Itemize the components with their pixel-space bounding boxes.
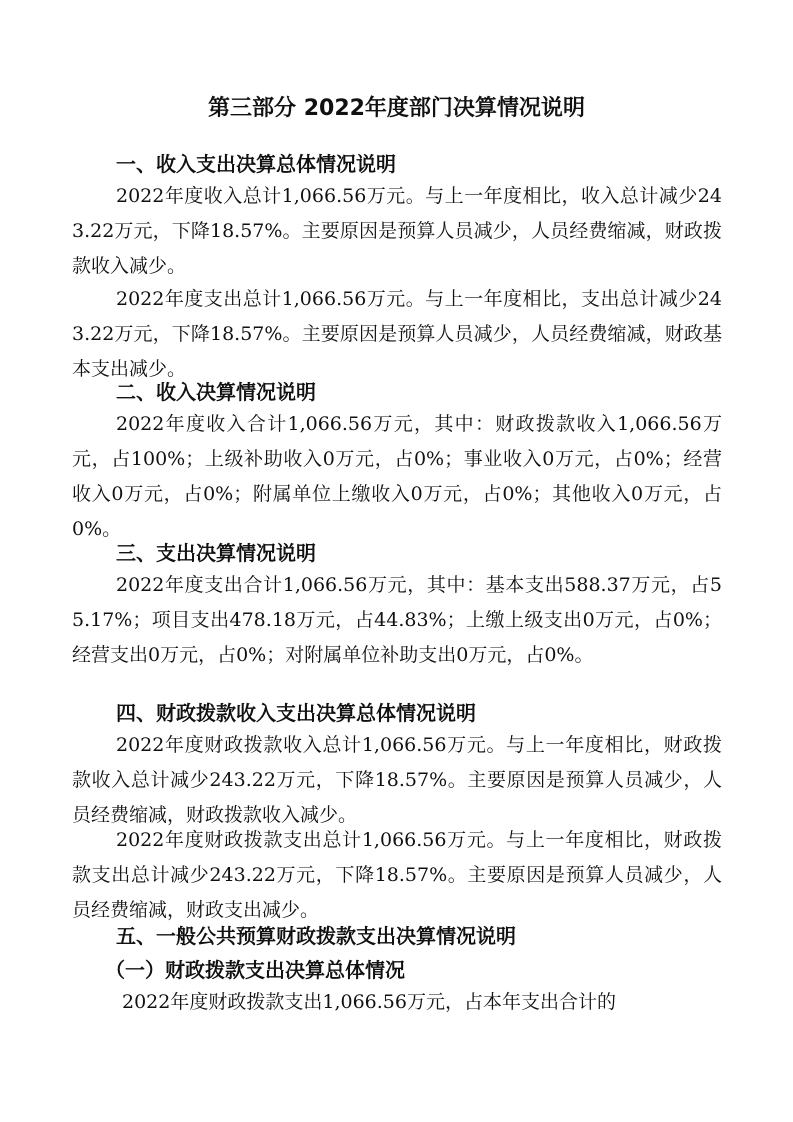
section-heading-2: 二、收入决算情况说明 — [116, 380, 316, 404]
paragraph-fiscal-expense-overview: 2022年度财政拨款支出1,066.56万元，占本年支出合计的 — [122, 991, 616, 1013]
section-heading-5: 五、一般公共预算财政拨款支出决算情况说明 — [116, 924, 516, 948]
paragraph-expense-detail: 2022年度支出合计1,066.56万元，其中：基本支出588.37万元，占55.17%；项目支出478.18万元，占44.83%；上缴上级支出0万元，占0%；经营支出0万元，占0%；对附属单位补助支出0万元，占0%。 — [72, 574, 722, 666]
paragraph-fiscal-expense: 2022年度财政拨款支出总计1,066.56万元。与上一年度相比，财政拨款支出总计减少243.22万元，下降18.57%。主要原因是预算人员减少，人员经费缩减，财政支出减少。 — [72, 829, 722, 921]
paragraph-fiscal-income: 2022年度财政拨款收入总计1,066.56万元。与上一年度相比，财政拨款收入总计减少243.22万元，下降18.57%。主要原因是预算人员减少，人员经费缩减，财政拨款收入减少。 — [72, 734, 722, 826]
section-heading-1: 一、收入支出决算总体情况说明 — [116, 152, 396, 176]
page-title: 第三部分 2022年度部门决算情况说明 — [208, 96, 585, 121]
section-heading-3: 三、支出决算情况说明 — [116, 541, 316, 565]
paragraph-income-total: 2022年度收入总计1,066.56万元。与上一年度相比，收入总计减少243.22万元，下降18.57%。主要原因是预算人员减少，人员经费缩减，财政拨款收入减少。 — [72, 185, 722, 277]
section-heading-4: 四、财政拨款收入支出决算总体情况说明 — [116, 701, 476, 725]
paragraph-expense-total: 2022年度支出总计1,066.56万元。与上一年度相比，支出总计减少243.22万元，下降18.57%。主要原因是预算人员减少，人员经费缩减，财政基本支出减少。 — [72, 288, 722, 380]
subsection-heading-5-1: （一）财政拨款支出决算总体情况 — [105, 958, 405, 982]
paragraph-income-detail: 2022年度收入合计1,066.56万元，其中：财政拨款收入1,066.56万元，占100%；上级补助收入0万元，占0%；事业收入0万元，占0%；经营收入0万元，占0%；附属单位上缴收入0万元，占0%；其他收入0万元，占0%。 — [72, 413, 722, 540]
